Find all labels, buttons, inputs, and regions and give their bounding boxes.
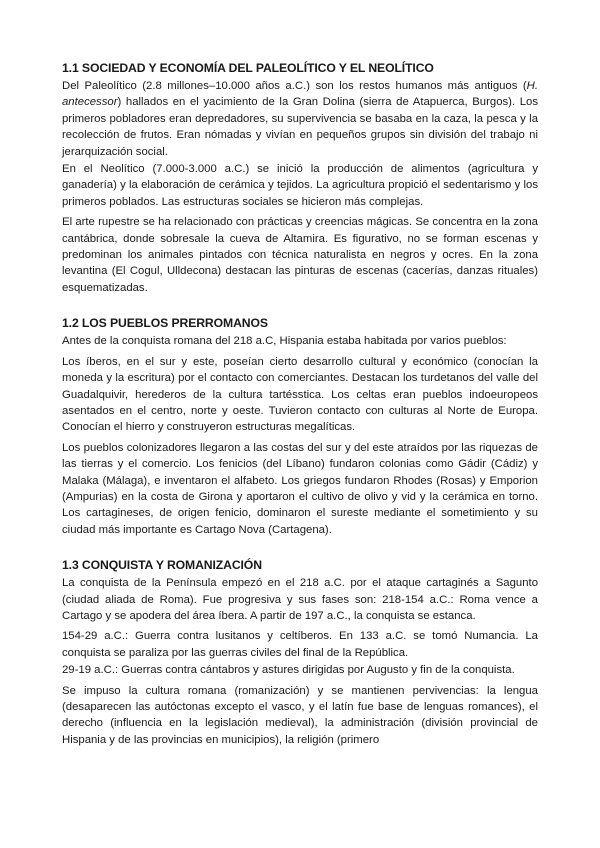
paragraph-text: ) hallados en el yacimiento de la Gran Dolina (sierra de Atapuerca, Burgos). Los primeros pobladores eran depredadores, su supervivencia se basaba en la caza, la pesca y la recolección de frutos. Eran nómadas y vivían en pequeños grupos sin división del trabajo ni jerarquización social. [62,96,538,158]
paragraph: Los íberos, en el sur y este, poseían cierto desarrollo cultural y económico (conocían la moneda y la escritura) por el contacto con comerciantes. Destacan los turdetanos del valle del Guadalquivir, herederos de la cultura tartésstica. Los celtas eran pueblos indoeuropeos asentados en el centro, norte y oeste. Tuvieron contacto con culturas al Norte de Europa. Conocían el hierro y construyeron estructuras megalíticas. [62,355,538,434]
paragraph: La conquista de la Península empezó en el 218 a.C. por el ataque cartaginés a Sagunto (ciudad aliada de Roma). Fue progresiva y sus fases son: 218-154 a.C.: Roma vence a Cartago y se apodera del área íbera. A partir de 197 a.C., la conquista se estanca. [62,577,538,622]
section-pueblos-prerromanos [62,315,538,538]
species-name: H. antecessor [62,80,538,109]
paragraph: El arte rupestre se ha relacionado con prácticas y creencias mágicas. Se concentra en la zona cantábrica, donde sobresale la cueva de Altamira. Es figurativo, no se forman escenas y predominan los animales pintados con técnica naturalista en negros y ocres. En la zona levantina (El Cogul, Ulldecona) destacan las pinturas de escenas (cacerías, danzas rituales) esquematizadas. [62,216,538,294]
paragraph: Antes de la conquista romana del 218 a.C, Hispania estaba habitada por varios pueblos: [62,335,507,348]
paragraph: Los pueblos colonizadores llegaron a las costas del sur y del este atraídos por las riquezas de las tierras y el comercio. Los fenicios (del Líbano) fundaron colonias como Gádir (Cádiz) y Malaka (Málaga), e inventaron el alfabeto. Los griegos fundaron Rhodes (Rosas) y Emporion (Ampurias) en la costa de Girona y aportaron el cultivo de olivo y vid y la cerámica en torno. Los cartagineses, de origen fenicio, dominaron el sureste mediante el sometimiento y su ciudad más importante es Cartago Nova (Cartagena). [62,441,538,536]
section-heading: 1.3 CONQUISTA Y ROMANIZACIÓN [62,558,262,573]
paragraph-text: Del Paleolítico (2.8 millones–10.000 años a.C.) son los restos humanos más antiguos ( [62,80,527,92]
paragraph: Se impuso la cultura romana (romanización) y se mantienen pervivencias: la lengua (desaparecen las autóctonas excepto el vasco, y el latín fue base de lenguas romances), el derecho (influencia en la legislación medieval), la administración (división provincial de Hispania y de las provincias en municipios), la religión (primero [62,684,538,746]
paragraph: En el Neolítico (7.000-3.000 a.C.) se inició la producción de alimentos (agricultura y ganadería) y la elaboración de cerámica y tejidos. La agricultura propició el sedentarismo y los primeros poblados. Las estructuras sociales se hicieron más complejas. [62,163,538,208]
section-conquista-romanizacion [62,557,538,748]
paragraph: 154-29 a.C.: Guerra contra lusitanos y celtíberos. En 133 a.C. se tomó Numancia. La conquista se paraliza por las guerras civiles del final de la República. [62,630,538,659]
paragraph: 29-19 a.C.: Guerras contra cántabros y astures dirigidas por Augusto y fin de la conquista. [62,664,515,677]
section-heading: 1.1 SOCIEDAD Y ECONOMÍA DEL PALEOLÍTICO Y EL NEOLÍTICO [62,61,434,75]
paragraph [62,78,538,160]
section-heading: 1.2 LOS PUEBLOS PRERROMANOS [62,316,268,331]
section-paleolitico-neolitico [62,60,538,296]
